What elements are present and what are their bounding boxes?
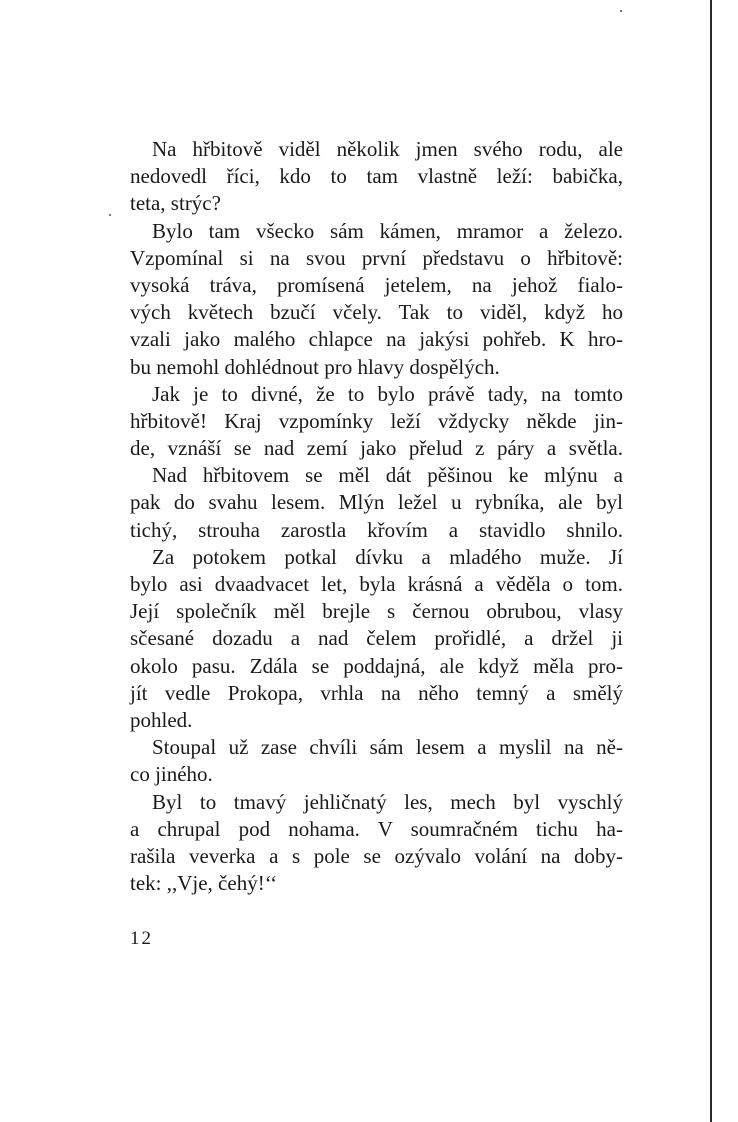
scan-speck (109, 214, 111, 216)
text-line: hřbitově! Kraj vzpomínky leží vždycky někde jin- (130, 408, 623, 433)
text-line: pohled. (130, 707, 193, 732)
text-line: sčesané dozadu a nad čelem prořidlé, a držel ji (130, 626, 623, 651)
text-line: Stoupal už zase chvíli sám lesem a myslil na ně- (152, 735, 623, 760)
text-line: rašila veverka a s pole se ozývalo volání na doby- (130, 843, 623, 868)
scan-speck (620, 10, 622, 12)
text-line: teta, strýc? (130, 191, 221, 216)
text-line: vzali jako malého chlapce na jakýsi pohřeb. K hro- (130, 327, 623, 352)
text-line: Na hřbitově viděl několik jmen svého rodu, ale (152, 137, 623, 161)
text-line: nedovedl říci, kdo to tam vlastně leží: babička, (130, 164, 623, 189)
text-line: jít vedle Prokopa, vrhla na něho temný a smělý (130, 680, 623, 705)
text-line: a chrupal pod nohama. V soumračném tichu ha- (130, 816, 623, 841)
page-edge-line (710, 0, 712, 1122)
text-line: vých květech bzučí včely. Tak to viděl, když ho (130, 300, 623, 325)
text-line: Byl to tmavý jehličnatý les, mech byl vyschlý (152, 789, 623, 814)
text-line: de, vznáší se nad zemí jako přelud z páry a světla. (130, 436, 623, 461)
page-number: 12 (130, 928, 153, 949)
text-line: bu nemohl dohlédnout pro hlavy dospělých. (130, 354, 500, 379)
text-line: Nad hřbitovem se měl dát pěšinou ke mlýnu a (152, 463, 623, 488)
text-line: Jak je to divné, že to bylo právě tady, na tomto (152, 381, 623, 406)
text-line: okolo pasu. Zdála se poddajná, ale když měla pro- (130, 653, 623, 678)
text-line: bylo asi dvaadvacet let, byla krásná a věděla o tom. (130, 572, 623, 596)
body-text (130, 136, 623, 897)
text-line: pak do svahu lesem. Mlýn ležel u rybníka, ale byl (130, 490, 623, 515)
text-line: Vzpomínal si na svou první představu o hřbitově: (130, 245, 623, 270)
text-line: co jiného. (130, 762, 213, 787)
text-line: tichý, strouha zarostla křovím a stavidlo shnilo. (130, 517, 623, 542)
text-line: Za potokem potkal dívku a mladého muže. Jí (152, 544, 623, 569)
text-line: Její společník měl brejle s černou obrubou, vlasy (130, 599, 623, 624)
text-line: vysoká tráva, promísená jetelem, na jehož fialo- (130, 272, 623, 297)
text-line: Bylo tam všecko sám kámen, mramor a železo. (152, 218, 623, 243)
text-line: tek: ,,Vje, čehý!‘‘ (130, 871, 278, 896)
